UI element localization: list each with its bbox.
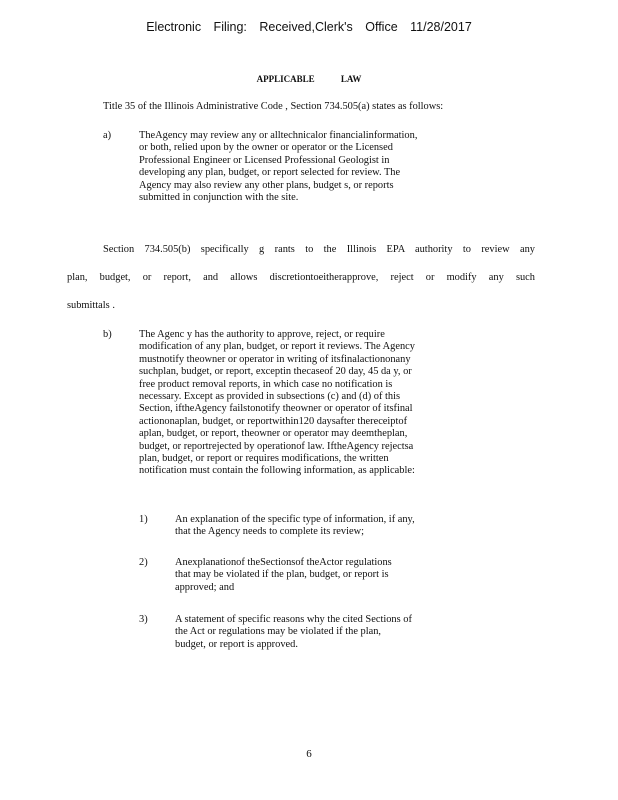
para-b <box>139 329 479 478</box>
para-b-line: plan, budget, or report or requires modifications, the written <box>139 453 389 465</box>
para-b-line: aplan, budget, or report, theowner or operator may deemtheplan, <box>139 428 408 440</box>
para-a-label: a) <box>103 130 112 141</box>
item-line: A statement of specific reasons why the cited Sections of <box>175 614 412 625</box>
para-b-line: budget, or reportrejected by operationof law. IftheAgency rejectsa <box>139 440 414 452</box>
item-2-label: 2) <box>139 557 148 568</box>
section-heading: APPLICABLE LAW <box>256 74 362 84</box>
item-1 <box>175 514 475 539</box>
item-line: An explanation of the specific type of information, if any, <box>175 514 415 525</box>
section-b-intro <box>67 244 535 328</box>
para-a-line: submitted in conjunction with the site. <box>139 192 299 204</box>
section-b-line: plan, budget, or report, and allows discretiontoeitherapprove, reject or modify any such <box>67 272 535 283</box>
item-3 <box>175 614 475 651</box>
para-b-line: suchplan, budget, or report, exceptin thecaseof 20 day, 45 da y, or <box>139 366 412 378</box>
para-a-line: developing any plan, budget, or report selected for review. The <box>139 167 401 179</box>
item-line: that may be violated if the plan, budget, or report is <box>175 569 389 581</box>
para-b-label: b) <box>103 329 112 340</box>
para-a-line: or both, relied upon by the owner or operator or the Licensed <box>139 142 393 154</box>
filing-header: Electronic Filing: Received,Clerk's Office 11/28/2017 <box>146 20 472 34</box>
para-b-line: notification must contain the following information, as applicable: <box>139 465 415 477</box>
item-line: the Act or regulations may be violated if the plan, <box>175 626 382 638</box>
item-line: Anexplanationof theSectionsof theActor regulations <box>175 557 392 568</box>
para-a-line: Professional Engineer or Licensed Professional Geologist in <box>139 154 390 166</box>
intro-paragraph: Title 35 of the Illinois Administrative Code , Section 734.505(a) states as follows: <box>103 101 444 112</box>
para-b-line: necessary. Except as provided in subsections (c) and (d) of this <box>139 391 401 403</box>
item-2 <box>175 557 475 594</box>
para-a <box>139 130 479 204</box>
item-line: that the Agency needs to complete its review; <box>175 526 364 538</box>
para-b-line: actiononaplan, budget, or reportwithin120 daysafter thereceiptof <box>139 415 408 427</box>
para-b-line: The Agenc y has the authority to approve, reject, or require <box>139 329 385 340</box>
para-b-line: Section, iftheAgency failstonotify theowner or operator of itsfinal <box>139 403 413 415</box>
item-1-label: 1) <box>139 514 148 525</box>
item-3-label: 3) <box>139 614 148 625</box>
page-number: 6 <box>306 748 312 760</box>
item-line: approved; and <box>175 581 235 593</box>
section-b-line: Section 734.505(b) specifically g rants to the Illinois EPA authority to review any <box>103 244 535 255</box>
para-a-line: Agency may also review any other plans, budget s, or reports <box>139 179 394 191</box>
para-b-line: free product removal reports, in which case no notification is <box>139 378 393 390</box>
item-line: budget, or report is approved. <box>175 638 298 650</box>
para-a-line: TheAgency may review any or alltechnicalor financialinformation, <box>139 130 418 141</box>
para-b-line: mustnotify theowner or operator in writing of itsfinalactiononany <box>139 353 411 365</box>
para-b-line: modification of any plan, budget, or report it reviews. The Agency <box>139 341 415 353</box>
section-b-line: submittals . <box>67 300 115 311</box>
